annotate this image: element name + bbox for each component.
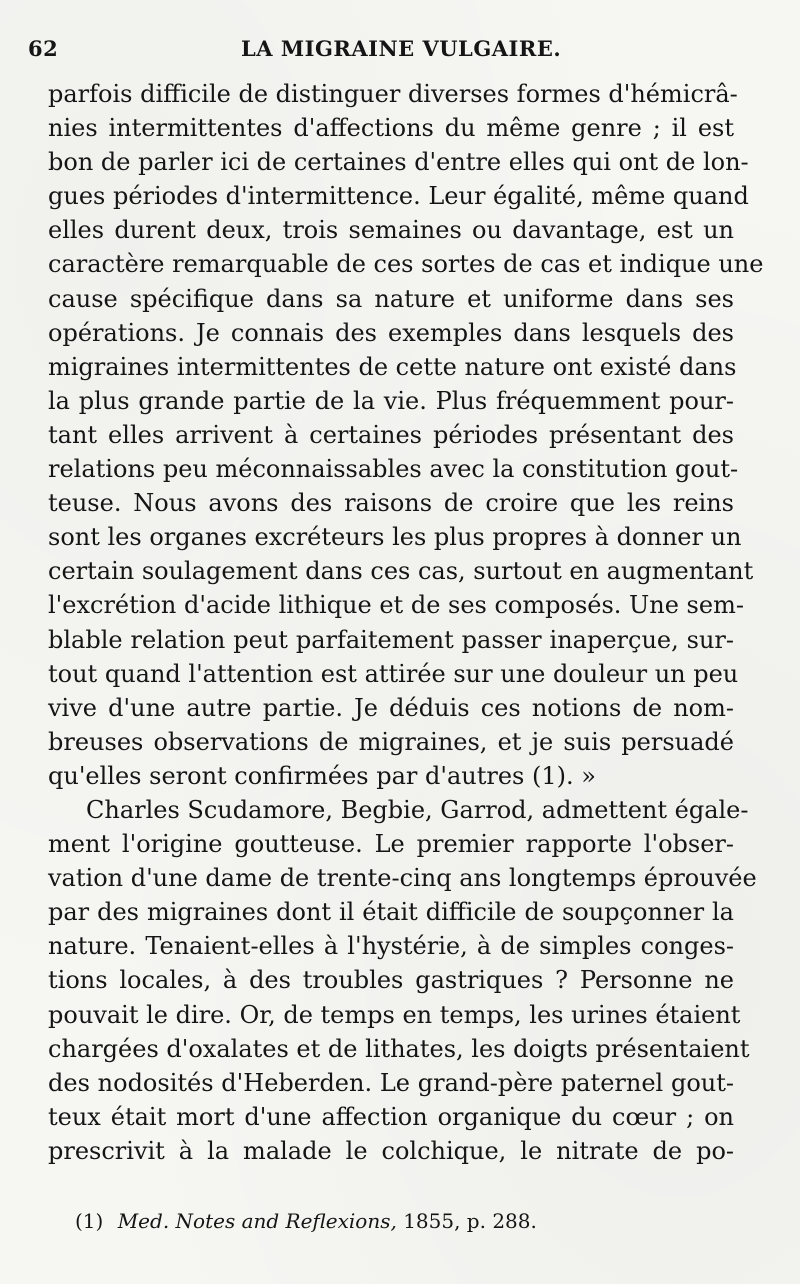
text-line: gues périodes d'intermittence. Leur égalité, même quand	[48, 182, 749, 211]
text-line: blable relation peut parfaitement passer inaperçue, sur-	[48, 625, 734, 654]
text-line: bon de parler ici de certaines d'entre elles qui ont de lon-	[48, 148, 749, 177]
body-text	[48, 77, 764, 1168]
text-line: tions locales, à des troubles gastriques ? Personne ne	[48, 966, 734, 995]
text-line: ment l'origine goutteuse. Le premier rapporte l'obser-	[48, 830, 734, 859]
text-line: relations peu méconnaissables avec la constitution gout-	[48, 455, 739, 484]
text-line: chargées d'oxalates et de lithates, les doigts présentaient	[48, 1034, 750, 1063]
text-line: Charles Scudamore, Begbie, Garrod, admettent égale-	[86, 795, 749, 824]
page-number: 62	[28, 36, 59, 61]
text-line: breuses observations de migraines, et je suis persuadé	[48, 727, 734, 756]
running-title: LA MIGRAINE VULGAIRE.	[241, 36, 562, 61]
running-header	[28, 30, 768, 64]
text-line: vive d'une autre partie. Je déduis ces notions de nom-	[48, 693, 734, 722]
text-line: tout quand l'attention est attirée sur une douleur un peu	[48, 659, 739, 688]
text-line: prescrivit à la malade le colchique, le nitrate de po-	[48, 1136, 734, 1165]
footnote-details: 1855, p. 288.	[403, 1209, 537, 1233]
text-line: par des migraines dont il était difficile de soupçonner la	[48, 898, 734, 927]
text-line: migraines intermittentes de cette nature ont existé dans	[48, 352, 737, 381]
text-line: sont les organes excréteurs les plus propres à donner un	[48, 523, 742, 552]
text-line: caractère remarquable de ces sortes de cas et indique une	[48, 250, 764, 279]
text-line: certain soulagement dans ces cas, surtout en augmentant	[48, 557, 754, 586]
text-line: vation d'une dame de trente-cinq ans longtemps éprouvée	[48, 864, 757, 893]
text-line: parfois difficile de distinguer diverses formes d'hémicrâ-	[48, 80, 738, 108]
text-line: pouvait le dire. Or, de temps en temps, les urines étaient	[48, 1000, 741, 1029]
text-line: teuse. Nous avons des raisons de croire que les reins	[48, 489, 734, 518]
text-line: l'excrétion d'acide lithique et de ses composés. Une sem-	[48, 591, 744, 620]
text-line: nies intermittentes d'affections du même genre ; il est	[48, 114, 734, 143]
text-line: la plus grande partie de la vie. Plus fréquemment pour-	[48, 386, 734, 415]
text-line: elles durent deux, trois semaines ou davantage, est un	[48, 216, 734, 245]
text-line: qu'elles seront confirmées par d'autres (1). »	[48, 761, 596, 790]
text-line: cause spécifique dans sa nature et uniforme dans ses	[48, 284, 734, 313]
footnote	[75, 1209, 537, 1233]
footnote-source-title: Med. Notes and Reflexions,	[117, 1209, 397, 1233]
text-line: nature. Tenaient-elles à l'hystérie, à de simples conges-	[48, 932, 734, 961]
footnote-number: (1)	[75, 1209, 104, 1233]
text-line: des nodosités d'Heberden. Le grand-père paternel gout-	[48, 1068, 734, 1097]
text-line: tant elles arrivent à certaines périodes présentant des	[48, 420, 734, 449]
text-line: opérations. Je connais des exemples dans lesquels des	[48, 318, 734, 347]
text-line: teux était mort d'une affection organique du cœur ; on	[48, 1102, 734, 1131]
